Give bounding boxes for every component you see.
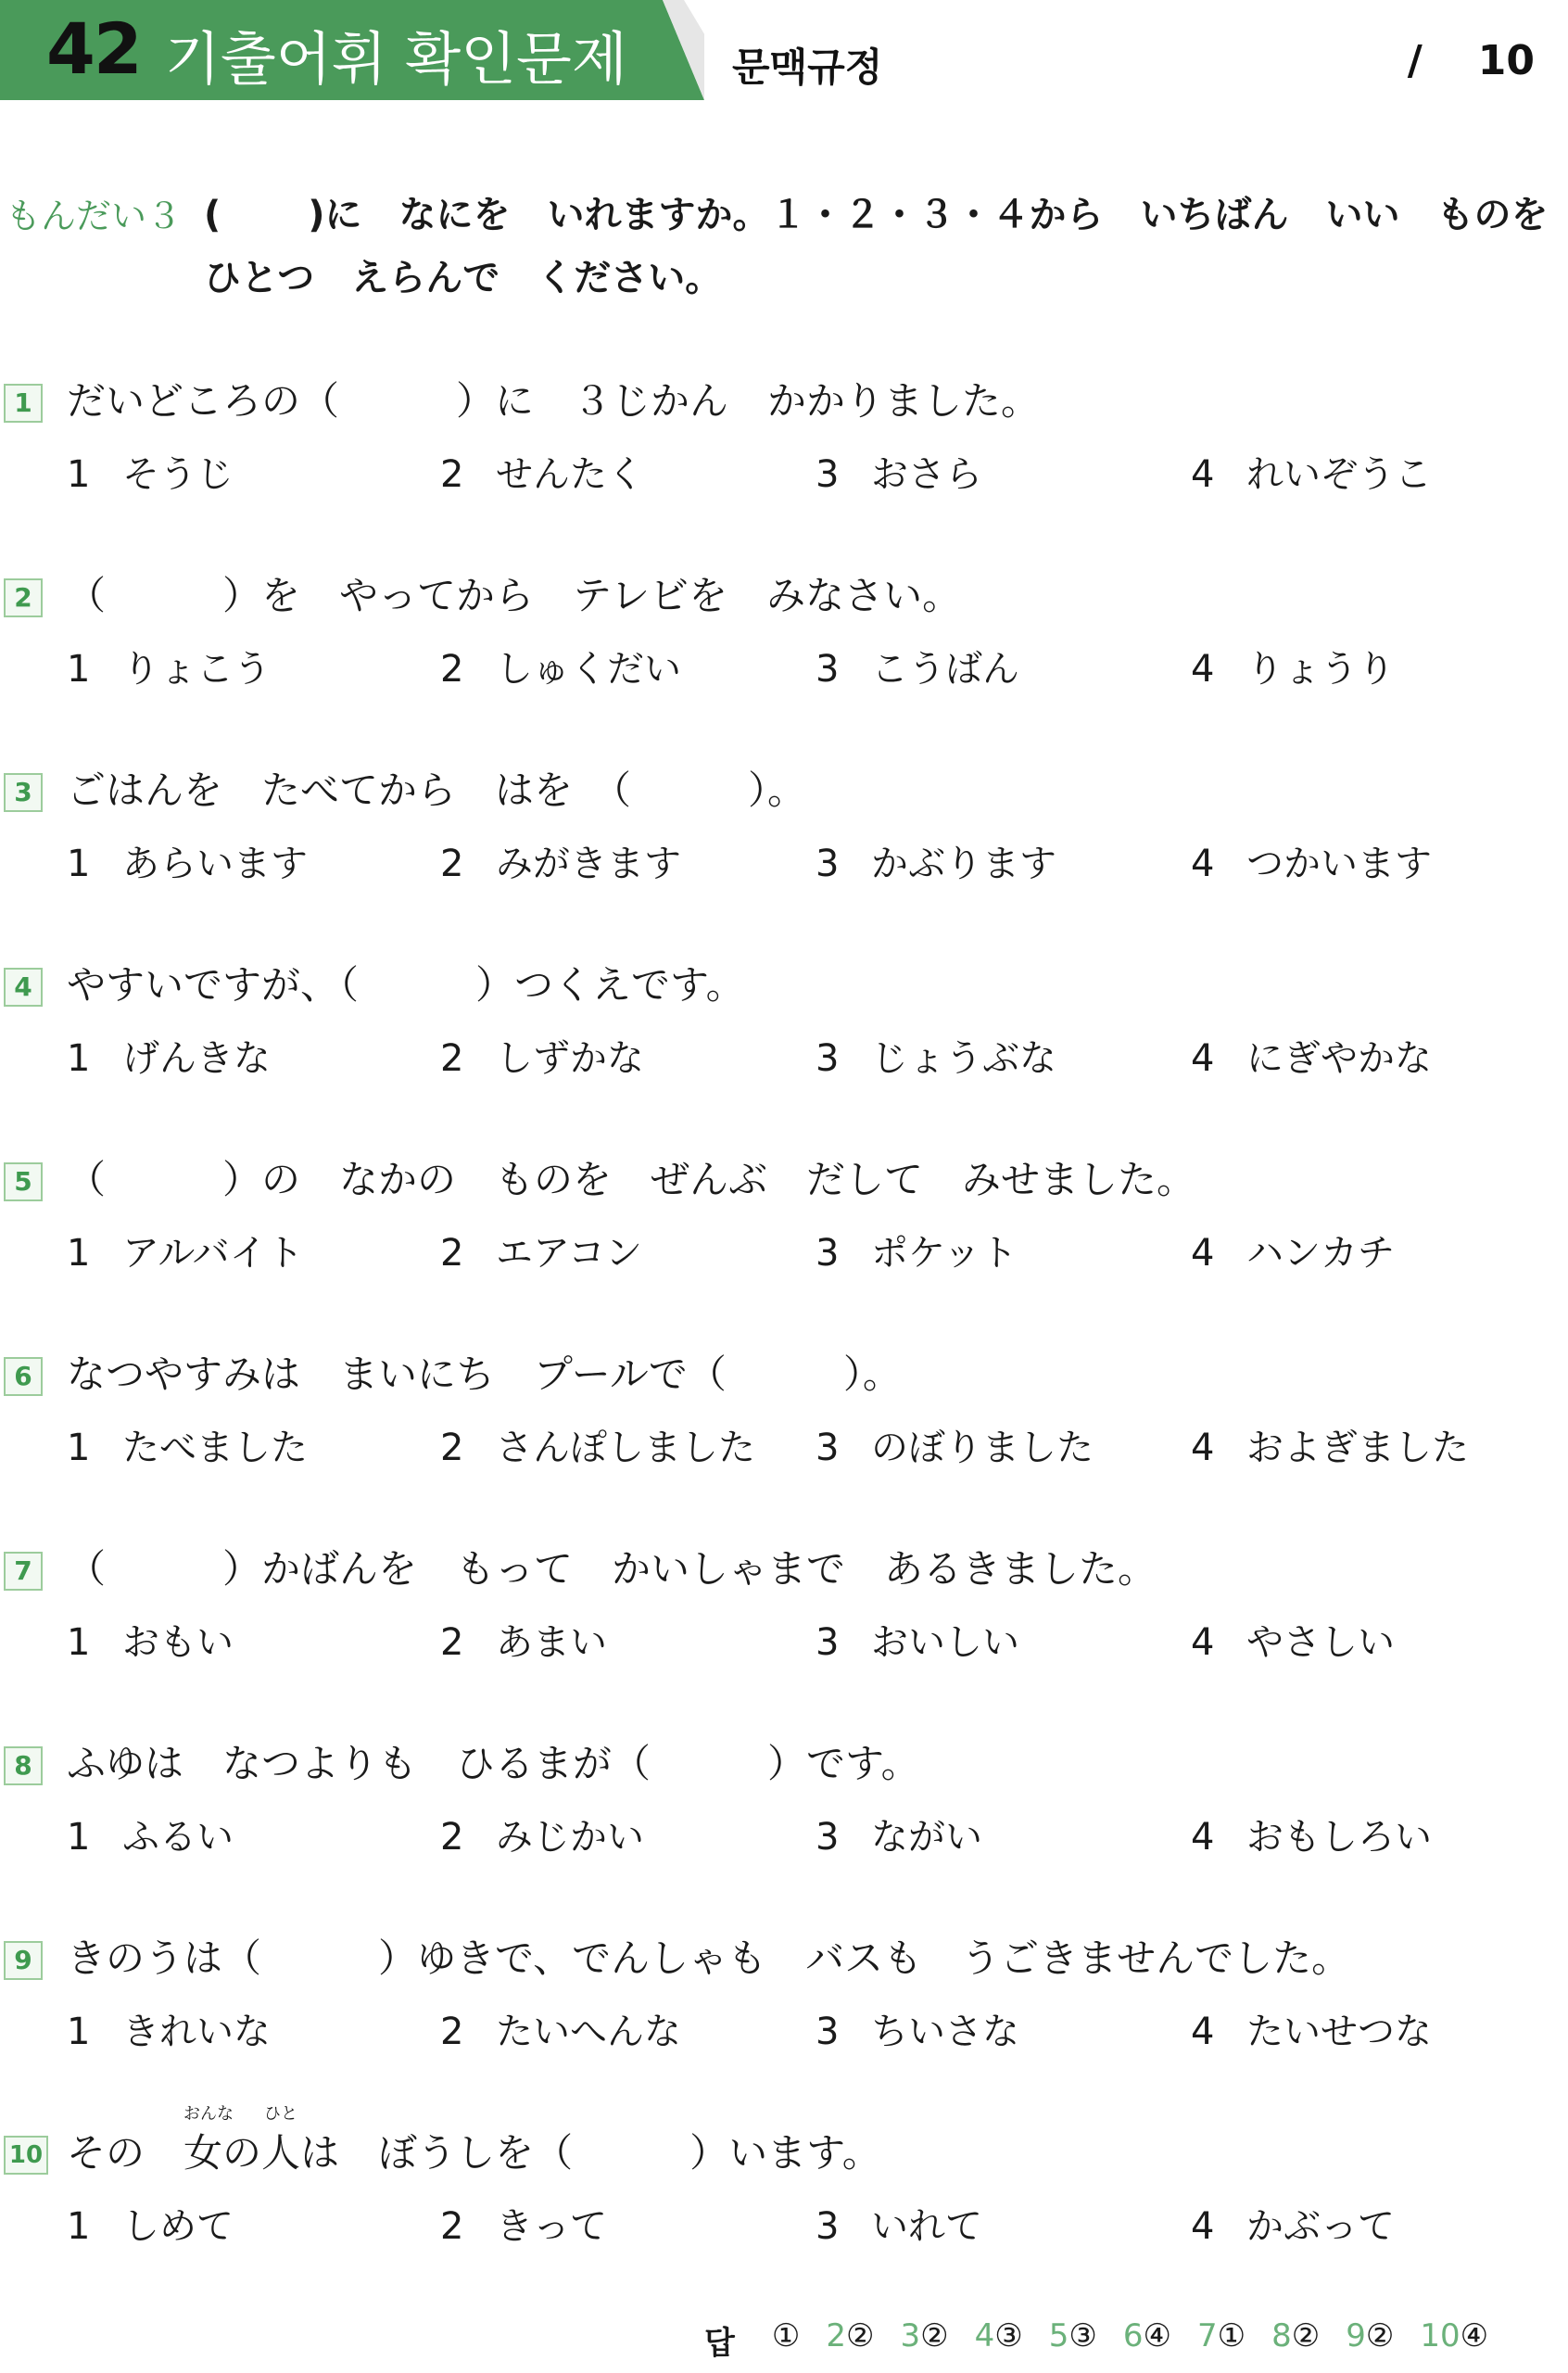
answer-number: 3 bbox=[900, 2317, 921, 2354]
option-number: 4 bbox=[1191, 1427, 1215, 1469]
option-2[interactable] bbox=[440, 1613, 607, 1666]
option-number: 2 bbox=[440, 453, 464, 496]
answer-item bbox=[900, 2317, 948, 2363]
option-number: 4 bbox=[1191, 843, 1215, 885]
question-stem: だいどころの（ ）に ３じかん かかりました。 bbox=[67, 378, 1041, 424]
answer-key bbox=[704, 2317, 1514, 2363]
option-text: きって bbox=[496, 2205, 607, 2248]
option-1[interactable] bbox=[67, 445, 234, 498]
question-stem: きのうは（ ）ゆきで、でんしゃも バスも うごきませんでした。 bbox=[67, 1935, 1351, 1981]
option-number: 1 bbox=[67, 1816, 91, 1859]
option-4[interactable] bbox=[1191, 445, 1432, 498]
option-text: にぎやかな bbox=[1246, 1037, 1432, 1080]
option-number: 2 bbox=[440, 1232, 464, 1275]
option-text: おもしろい bbox=[1246, 1816, 1432, 1859]
option-text: おいしい bbox=[871, 1621, 1019, 1664]
question-9 bbox=[0, 1928, 1568, 2113]
option-text: のぼりました bbox=[871, 1427, 1094, 1469]
answer-item bbox=[1197, 2317, 1246, 2363]
option-text: かぶります bbox=[871, 843, 1056, 885]
question-stem: （ ）の なかの ものを ぜんぶ だして みせました。 bbox=[67, 1157, 1196, 1202]
answer-choice: ② bbox=[920, 2317, 949, 2354]
stem-middle: の bbox=[222, 2130, 262, 2176]
question-number: 2 bbox=[4, 578, 43, 617]
option-number: 1 bbox=[67, 2205, 91, 2248]
option-text: アルバイト bbox=[122, 1232, 304, 1275]
question-8 bbox=[0, 1733, 1568, 1919]
question-number: 5 bbox=[4, 1162, 43, 1201]
option-text: ながい bbox=[871, 1816, 982, 1859]
option-text: さんぽしました bbox=[496, 1427, 755, 1469]
option-text: あらいます bbox=[122, 843, 308, 885]
option-number: 3 bbox=[816, 453, 840, 496]
answer-choice: ③ bbox=[994, 2317, 1023, 2354]
option-number: 4 bbox=[1191, 648, 1215, 691]
option-1[interactable] bbox=[67, 1029, 271, 1082]
option-2[interactable] bbox=[440, 445, 644, 498]
option-3[interactable] bbox=[816, 640, 1019, 692]
option-1[interactable] bbox=[67, 2197, 234, 2250]
option-text: きれいな bbox=[122, 2011, 271, 2053]
option-text: およぎました bbox=[1246, 1427, 1469, 1469]
section-label: 문맥규정 bbox=[732, 44, 883, 90]
option-text: じょうぶな bbox=[871, 1037, 1056, 1080]
option-text: やさしい bbox=[1246, 1621, 1395, 1664]
option-3[interactable] bbox=[816, 1224, 1018, 1276]
option-4[interactable] bbox=[1191, 2197, 1395, 2250]
unit-number: 42 bbox=[46, 7, 141, 90]
option-3[interactable] bbox=[816, 834, 1056, 887]
question-stem: やすいですが、（ ）つくえです。 bbox=[67, 962, 745, 1008]
answer-choice: ① bbox=[1217, 2317, 1246, 2354]
score-total: 10 bbox=[1477, 37, 1535, 84]
option-text: かぶって bbox=[1246, 2205, 1395, 2248]
answer-number: 10 bbox=[1420, 2317, 1461, 2354]
option-number: 3 bbox=[816, 1037, 840, 1080]
option-3[interactable] bbox=[816, 2002, 1019, 2055]
option-4[interactable] bbox=[1191, 1808, 1432, 1860]
answer-number: 6 bbox=[1122, 2317, 1144, 2354]
option-number: 2 bbox=[440, 843, 464, 885]
answer-label: 답 bbox=[704, 2325, 735, 2362]
instruction-tag: もんだい３ bbox=[6, 196, 183, 236]
question-1 bbox=[0, 371, 1568, 556]
answer-number: 5 bbox=[1048, 2317, 1069, 2354]
kanji: 人 bbox=[261, 2130, 301, 2176]
option-4[interactable] bbox=[1191, 1613, 1395, 1666]
question-5 bbox=[0, 1149, 1568, 1335]
option-1[interactable] bbox=[67, 1418, 308, 1471]
answer-item bbox=[1271, 2317, 1320, 2363]
question-10 bbox=[0, 2104, 1568, 2308]
question-3 bbox=[0, 760, 1568, 945]
option-number: 2 bbox=[440, 2011, 464, 2053]
answer-choice: ④ bbox=[1143, 2317, 1171, 2354]
option-number: 4 bbox=[1191, 2011, 1215, 2053]
furigana: ひと bbox=[264, 2104, 298, 2124]
answer-item bbox=[1420, 2317, 1488, 2363]
score-box bbox=[1408, 37, 1535, 84]
option-number: 1 bbox=[67, 1232, 91, 1275]
question-2 bbox=[0, 565, 1568, 751]
option-4[interactable] bbox=[1191, 2002, 1432, 2055]
question-stem: （ ）かばんを もって かいしゃまで あるきました。 bbox=[67, 1546, 1157, 1592]
option-number: 1 bbox=[67, 453, 91, 496]
option-number: 1 bbox=[67, 843, 91, 885]
question-number: 9 bbox=[4, 1941, 43, 1980]
option-text: りょこう bbox=[122, 648, 271, 691]
option-text: あまい bbox=[496, 1621, 607, 1664]
answer-number: 7 bbox=[1196, 2317, 1218, 2354]
question-number: 6 bbox=[4, 1357, 43, 1396]
option-number: 1 bbox=[67, 1621, 91, 1664]
option-text: こうばん bbox=[871, 648, 1019, 691]
option-2[interactable] bbox=[440, 1224, 642, 1276]
instruction-line-2: ひとつ えらんで ください。 bbox=[204, 257, 723, 299]
option-4[interactable] bbox=[1191, 1224, 1395, 1276]
option-1[interactable] bbox=[67, 640, 271, 692]
option-text: しずかな bbox=[496, 1037, 644, 1080]
option-1[interactable] bbox=[67, 1613, 234, 1666]
question-number: 3 bbox=[4, 773, 43, 812]
answer-item bbox=[826, 2317, 874, 2363]
answer-choice: ② bbox=[845, 2317, 875, 2354]
question-stem: ごはんを たべてから はを （ ）。 bbox=[67, 768, 807, 813]
option-1[interactable] bbox=[67, 1224, 304, 1276]
answer-item bbox=[1346, 2317, 1394, 2363]
question-stem: なつやすみは まいにち プールで（ ）。 bbox=[67, 1351, 902, 1397]
option-number: 3 bbox=[816, 1816, 840, 1859]
answer-choice: ② bbox=[1291, 2317, 1321, 2354]
question-6 bbox=[0, 1344, 1568, 1529]
answer-item bbox=[1123, 2317, 1171, 2363]
option-number: 3 bbox=[816, 648, 840, 691]
option-number: 2 bbox=[440, 2205, 464, 2248]
option-1[interactable] bbox=[67, 1808, 234, 1860]
option-text: たべました bbox=[122, 1427, 308, 1469]
option-text: げんきな bbox=[122, 1037, 271, 1080]
option-number: 3 bbox=[816, 1427, 840, 1469]
option-text: せんたく bbox=[496, 453, 644, 496]
option-1[interactable] bbox=[67, 2002, 271, 2055]
stem-prefix: その bbox=[67, 2130, 184, 2176]
option-number: 2 bbox=[440, 1427, 464, 1469]
option-2[interactable] bbox=[440, 1029, 644, 1082]
option-number: 2 bbox=[440, 1037, 464, 1080]
answer-number: 4 bbox=[974, 2317, 995, 2354]
option-text: たいせつな bbox=[1246, 2011, 1432, 2053]
question-stem bbox=[67, 2104, 881, 2178]
option-number: 3 bbox=[816, 1232, 840, 1275]
answer-choice: ④ bbox=[1460, 2317, 1489, 2354]
option-2[interactable] bbox=[440, 1418, 755, 1471]
option-number: 2 bbox=[440, 648, 464, 691]
question-stem: ふゆは なつよりも ひるまが（ ）です。 bbox=[67, 1741, 920, 1786]
option-1[interactable] bbox=[67, 834, 308, 887]
option-3[interactable] bbox=[816, 2197, 982, 2250]
option-text: りょうり bbox=[1246, 648, 1395, 691]
option-2[interactable] bbox=[440, 640, 681, 692]
question-stem: （ ）を やってから テレビを みなさい。 bbox=[67, 573, 962, 618]
stem-suffix: は ぼうしを（ ）います。 bbox=[300, 2130, 881, 2176]
option-number: 1 bbox=[67, 1037, 91, 1080]
option-text: ハンカチ bbox=[1246, 1232, 1395, 1275]
option-text: しゅくだい bbox=[496, 648, 681, 691]
option-2[interactable] bbox=[440, 2197, 607, 2250]
option-number: 4 bbox=[1191, 1232, 1215, 1275]
option-text: しめて bbox=[122, 2205, 234, 2248]
question-4 bbox=[0, 955, 1568, 1140]
option-text: ふるい bbox=[122, 1816, 234, 1859]
option-text: いれて bbox=[871, 2205, 982, 2248]
option-text: おもい bbox=[122, 1621, 234, 1664]
option-number: 4 bbox=[1191, 1621, 1215, 1664]
option-text: みじかい bbox=[496, 1816, 644, 1859]
option-3[interactable] bbox=[816, 1418, 1094, 1471]
kanji: 女 bbox=[183, 2130, 223, 2176]
option-number: 1 bbox=[67, 2011, 91, 2053]
option-number: 4 bbox=[1191, 1816, 1215, 1859]
option-number: 1 bbox=[67, 648, 91, 691]
option-text: つかいます bbox=[1246, 843, 1432, 885]
question-number: 7 bbox=[4, 1552, 43, 1591]
answer-choice: ③ bbox=[1069, 2317, 1097, 2354]
option-4[interactable] bbox=[1191, 834, 1432, 887]
option-number: 2 bbox=[440, 1621, 464, 1664]
option-number: 4 bbox=[1191, 453, 1215, 496]
answer-number: 8 bbox=[1271, 2317, 1292, 2354]
option-3[interactable] bbox=[816, 445, 982, 498]
ruby-kanji-woman bbox=[183, 2104, 234, 2178]
option-number: 2 bbox=[440, 1816, 464, 1859]
option-text: れいぞうこ bbox=[1246, 453, 1432, 496]
option-4[interactable] bbox=[1191, 1029, 1432, 1082]
option-text: そうじ bbox=[122, 453, 234, 496]
answer-number: 9 bbox=[1346, 2317, 1366, 2354]
answer-item bbox=[975, 2317, 1023, 2363]
furigana: おんな bbox=[183, 2104, 234, 2124]
question-number: 8 bbox=[4, 1746, 43, 1785]
option-number: 3 bbox=[816, 1621, 840, 1664]
instruction-line-1: ( )に なにを いれますか。１・２・３・４から いちばん いい ものを bbox=[204, 194, 1549, 236]
question-number: 4 bbox=[4, 968, 43, 1007]
option-2[interactable] bbox=[440, 834, 681, 887]
question-7 bbox=[0, 1539, 1568, 1724]
answer-item bbox=[1049, 2317, 1097, 2363]
answer-choice: ① bbox=[771, 2317, 801, 2354]
option-4[interactable] bbox=[1191, 640, 1395, 692]
score-slash: / bbox=[1407, 37, 1423, 84]
option-text: みがきます bbox=[496, 843, 681, 885]
option-number: 1 bbox=[67, 1427, 91, 1469]
answer-number: 2 bbox=[826, 2317, 846, 2354]
answer-choice: ② bbox=[1365, 2317, 1395, 2354]
option-number: 4 bbox=[1191, 1037, 1215, 1080]
question-number: 10 bbox=[4, 2136, 48, 2175]
option-3[interactable] bbox=[816, 1613, 1019, 1666]
option-4[interactable] bbox=[1191, 1418, 1469, 1471]
option-text: エアコン bbox=[496, 1232, 642, 1275]
unit-title: 기출어휘 확인문제 bbox=[165, 25, 627, 93]
option-3[interactable] bbox=[816, 1808, 982, 1860]
option-2[interactable] bbox=[440, 1808, 644, 1860]
option-2[interactable] bbox=[440, 2002, 681, 2055]
option-number: 3 bbox=[816, 843, 840, 885]
option-text: たいへんな bbox=[496, 2011, 681, 2053]
question-number: 1 bbox=[4, 384, 43, 423]
option-text: ちいさな bbox=[871, 2011, 1019, 2053]
ruby-kanji-person bbox=[261, 2104, 301, 2178]
option-3[interactable] bbox=[816, 1029, 1056, 1082]
option-number: 3 bbox=[816, 2205, 840, 2248]
option-text: おさら bbox=[871, 453, 982, 496]
option-number: 3 bbox=[816, 2011, 840, 2053]
answer-item bbox=[772, 2317, 800, 2363]
option-number: 4 bbox=[1191, 2205, 1215, 2248]
option-text: ポケット bbox=[871, 1232, 1018, 1275]
